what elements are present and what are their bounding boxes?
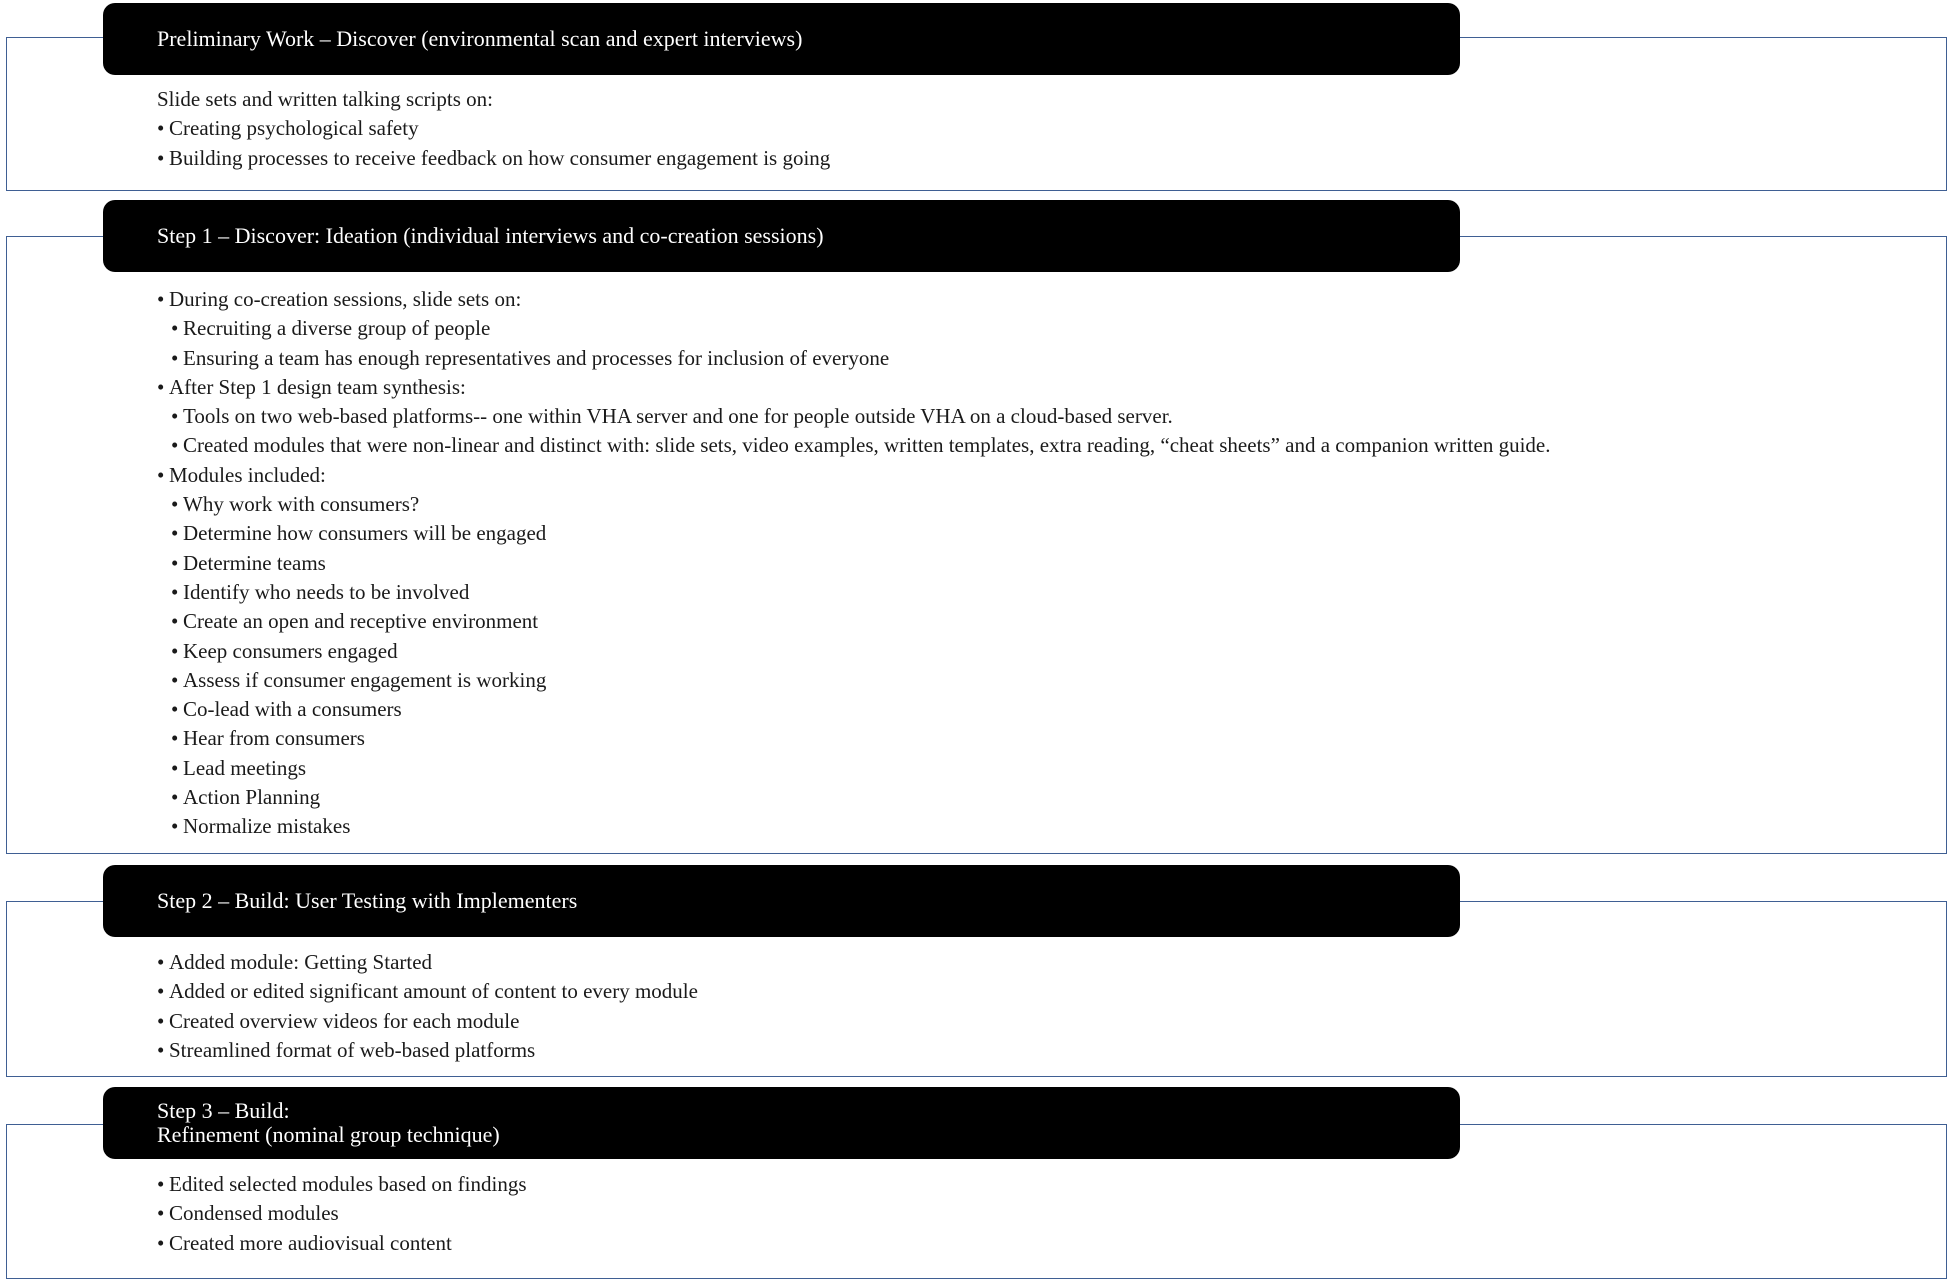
list-item bbox=[157, 344, 1550, 373]
item-text: Tools on two web-based platforms-- one within VHA server and one for people outside VHA on a cloud-based server. bbox=[183, 404, 1173, 429]
list-item bbox=[157, 402, 1550, 431]
bullet-glyph: • bbox=[171, 550, 179, 575]
item-text: Action Planning bbox=[183, 785, 321, 810]
list-item bbox=[157, 977, 698, 1006]
list-item bbox=[157, 1229, 527, 1258]
bullet-glyph: • bbox=[171, 345, 179, 370]
list-item bbox=[157, 666, 1550, 695]
bullet-glyph: • bbox=[171, 521, 179, 546]
item-text: Identify who needs to be involved bbox=[183, 579, 470, 604]
list-item bbox=[157, 754, 1550, 783]
bullet-glyph: • bbox=[157, 1037, 165, 1062]
list-item bbox=[157, 695, 1550, 724]
item-text: After Step 1 design team synthesis: bbox=[169, 374, 466, 399]
list-item bbox=[157, 783, 1550, 812]
item-text: Normalize mistakes bbox=[183, 814, 351, 839]
bullet-glyph: • bbox=[171, 814, 179, 839]
section-body-step3 bbox=[157, 1170, 527, 1258]
item-text: Slide sets and written talking scripts on: bbox=[157, 87, 493, 111]
list-item bbox=[157, 144, 830, 173]
list-item bbox=[157, 431, 1550, 460]
section-title-line: Step 3 – Build: bbox=[157, 1098, 290, 1123]
item-text: Hear from consumers bbox=[183, 726, 365, 751]
bullet-glyph: • bbox=[157, 462, 165, 487]
item-text: During co-creation sessions, slide sets on: bbox=[169, 287, 522, 311]
section-body-step1 bbox=[157, 285, 1550, 842]
bullet-glyph: • bbox=[157, 1172, 165, 1196]
list-item bbox=[157, 1199, 527, 1228]
section-header-step3 bbox=[103, 1087, 1460, 1159]
list-item bbox=[157, 637, 1550, 666]
bullet-glyph: • bbox=[157, 287, 165, 311]
list-item bbox=[157, 1170, 527, 1199]
bullet-glyph: • bbox=[171, 579, 179, 604]
list-item bbox=[157, 948, 698, 977]
bullet-glyph: • bbox=[171, 609, 179, 634]
item-text: Determine teams bbox=[183, 550, 326, 575]
bullet-glyph: • bbox=[157, 374, 165, 399]
list-item bbox=[157, 490, 1550, 519]
item-text: Why work with consumers? bbox=[183, 492, 420, 517]
bullet-glyph: • bbox=[157, 1201, 165, 1226]
section-header-step1 bbox=[103, 200, 1460, 272]
section-title-line: Step 2 – Build: User Testing with Implementers bbox=[157, 888, 578, 913]
bullet-glyph: • bbox=[171, 404, 179, 429]
bullet-glyph: • bbox=[171, 433, 179, 458]
section-header-step2 bbox=[103, 865, 1460, 937]
item-text: Create an open and receptive environment bbox=[183, 609, 539, 634]
item-text: Modules included: bbox=[169, 462, 326, 487]
list-item bbox=[157, 578, 1550, 607]
list-item bbox=[157, 519, 1550, 548]
list-item bbox=[157, 607, 1550, 636]
bullet-glyph: • bbox=[157, 979, 165, 1004]
bullet-glyph: • bbox=[171, 638, 179, 663]
bullet-glyph: • bbox=[157, 145, 165, 170]
bullet-glyph: • bbox=[171, 492, 179, 517]
list-item bbox=[157, 314, 1550, 343]
item-text: Creating psychological safety bbox=[169, 116, 419, 141]
item-text: Assess if consumer engagement is working bbox=[183, 667, 547, 692]
bullet-glyph: • bbox=[157, 1008, 165, 1033]
bullet-glyph: • bbox=[157, 1230, 165, 1255]
section-body-step2 bbox=[157, 948, 698, 1065]
item-text: Added module: Getting Started bbox=[169, 950, 433, 974]
list-item bbox=[157, 373, 1550, 402]
item-text: Created overview videos for each module bbox=[169, 1008, 520, 1033]
item-text: Added or edited significant amount of content to every module bbox=[169, 979, 698, 1004]
list-item bbox=[157, 724, 1550, 753]
list-item bbox=[157, 1007, 698, 1036]
item-text: Ensuring a team has enough representatives and processes for inclusion of everyone bbox=[183, 345, 890, 370]
bullet-glyph: • bbox=[157, 116, 165, 141]
item-text: Edited selected modules based on findings bbox=[169, 1172, 527, 1196]
bullet-glyph: • bbox=[171, 316, 179, 341]
bullet-glyph: • bbox=[171, 785, 179, 810]
item-text: Building processes to receive feedback on how consumer engagement is going bbox=[169, 145, 831, 170]
section-header-preliminary bbox=[103, 3, 1460, 75]
list-item bbox=[157, 461, 1550, 490]
bullet-glyph: • bbox=[171, 726, 179, 751]
item-text: Recruiting a diverse group of people bbox=[183, 316, 491, 341]
bullet-glyph: • bbox=[171, 667, 179, 692]
section-title-line: Preliminary Work – Discover (environmental scan and expert interviews) bbox=[157, 26, 803, 51]
section-title-line: Refinement (nominal group technique) bbox=[157, 1122, 500, 1147]
bullet-glyph: • bbox=[171, 755, 179, 780]
list-item bbox=[157, 114, 830, 143]
section-body-preliminary bbox=[157, 85, 830, 173]
item-text: Determine how consumers will be engaged bbox=[183, 521, 547, 546]
section-title-line: Step 1 – Discover: Ideation (individual interviews and co-creation sessions) bbox=[157, 223, 824, 248]
list-item bbox=[157, 285, 1550, 314]
item-text: Created more audiovisual content bbox=[169, 1230, 452, 1255]
item-text: Streamlined format of web-based platforms bbox=[169, 1037, 536, 1062]
item-text: Lead meetings bbox=[183, 755, 307, 780]
list-item bbox=[157, 812, 1550, 841]
list-item bbox=[157, 549, 1550, 578]
item-text: Condensed modules bbox=[169, 1201, 339, 1226]
list-item bbox=[157, 85, 830, 114]
item-text: Created modules that were non-linear and distinct with: slide sets, video examples, written templates, extra reading, “cheat sheets” and a companion written guide. bbox=[183, 433, 1551, 458]
bullet-glyph: • bbox=[171, 697, 179, 722]
item-text: Keep consumers engaged bbox=[183, 638, 398, 663]
list-item bbox=[157, 1036, 698, 1065]
item-text: Co-lead with a consumers bbox=[183, 697, 402, 722]
bullet-glyph: • bbox=[157, 950, 165, 974]
